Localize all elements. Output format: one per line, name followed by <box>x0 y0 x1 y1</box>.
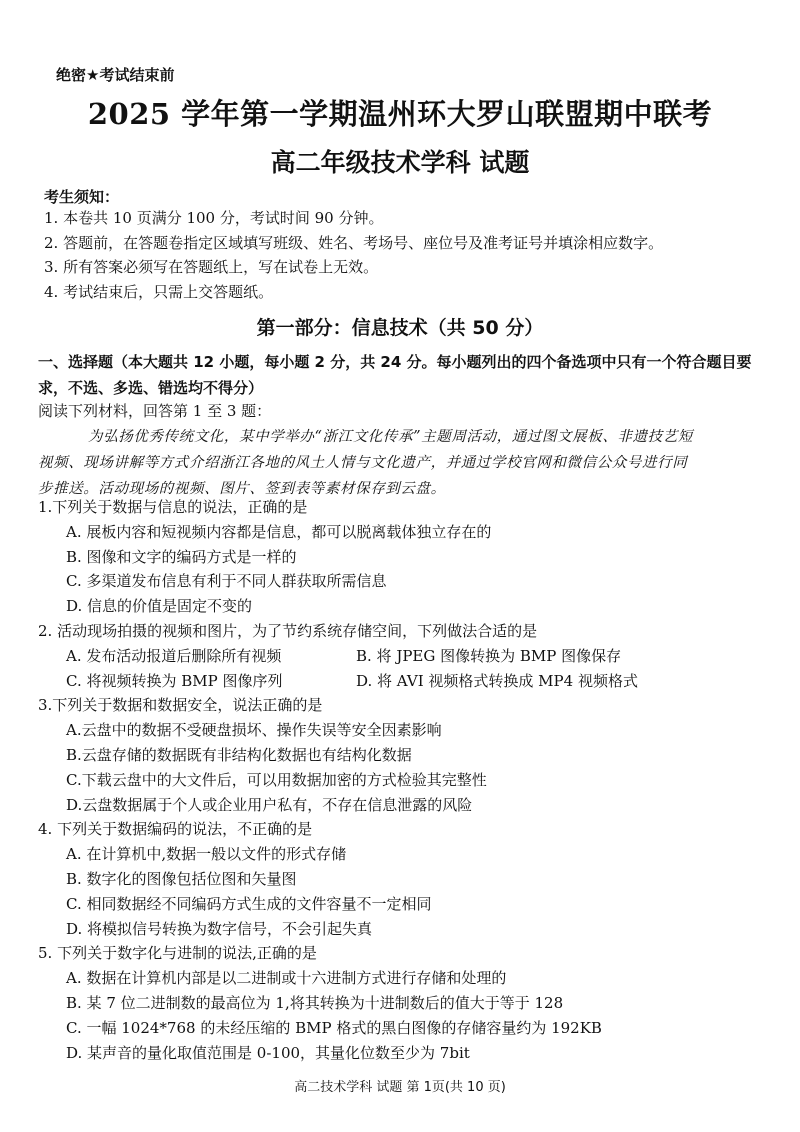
option-c: C. 一幅 1024*768 的未经压缩的 BMP 格式的黑白图像的存储容量约为 192KB <box>66 1018 602 1037</box>
exam-subtitle: 高二年级技术学科 试题 <box>270 148 530 177</box>
notice-list <box>44 206 764 304</box>
option-row <box>38 669 778 694</box>
option-d: D. 将模拟信号转换为数字信号，不会引起失真 <box>66 919 373 938</box>
notice-item: 3. 所有答案必须写在答题纸上，写在试卷上无效。 <box>44 258 379 276</box>
option-d: D.云盘数据属于个人或企业用户私有，不存在信息泄露的风险 <box>66 795 473 814</box>
material-line: 为弘扬优秀传统文化，某中学举办“浙江文化传承”主题周活动，通过图文展板、非遗技艺短 <box>88 429 693 445</box>
question-5 <box>38 941 778 1065</box>
material-line: 视频、现场讲解等方式介绍浙江各地的风土人情与文化遗产，并通过学校官网和微信公众号进行同 <box>38 455 688 471</box>
option-a: A.云盘中的数据不受硬盘损坏、操作失误等安全因素影响 <box>66 721 442 740</box>
option-d: D. 将 AVI 视频格式转换成 MP4 视频格式 <box>356 671 638 690</box>
option-b: B. 数字化的图像包括位图和矢量图 <box>66 869 297 888</box>
notice-item: 1. 本卷共 10 页满分 100 分，考试时间 90 分钟。 <box>44 209 384 227</box>
notice-heading: 考生须知： <box>44 188 120 206</box>
option-d: D. 某声音的量化取值范围是 0-100，其量化位数至少为 7bit <box>66 1043 470 1062</box>
option-a: A. 数据在计算机内部是以二进制或十六进制方式进行存储和处理的 <box>66 969 507 988</box>
notice-item: 4. 考试结束后，只需上交答题纸。 <box>44 282 274 301</box>
question-list <box>38 495 778 1065</box>
option-c: C. 将视频转换为 BMP 图像序列 <box>66 671 283 690</box>
section-heading: 一、选择题（本大题共 12 小题，每小题 2 分，共 24 分。每小题列出的四个备选项中只有一个符合题目要求，不选、多选、错选均不得分） <box>38 353 752 397</box>
option-c: C. 多渠道发布信息有利于不同人群获取所需信息 <box>66 572 387 591</box>
part-title: 第一部分：信息技术（共 50 分） <box>256 317 544 339</box>
option-row <box>38 644 778 669</box>
question-stem: 1.下列关于数据与信息的说法，正确的是 <box>38 498 308 516</box>
option-a: A. 在计算机中,数据一般以文件的形式存储 <box>66 845 347 864</box>
option-a: A. 发布活动报道后删除所有视频 <box>66 646 282 665</box>
option-b: B. 将 JPEG 图像转换为 BMP 图像保存 <box>356 646 622 665</box>
reading-material <box>38 424 762 502</box>
option-a: A. 展板内容和短视频内容都是信息，都可以脱离载体独立存在的 <box>66 522 492 541</box>
page-footer: 高二技术学科 试题 第 1页(共 10 页) <box>294 1080 506 1095</box>
notice-item: 2. 答题前，在答题卷指定区域填写班级、姓名、考场号、座位号及准考证号并填涂相应数字。 <box>44 233 664 252</box>
option-b: B. 图像和文字的编码方式是一样的 <box>66 547 297 566</box>
option-c: C. 相同数据经不同编码方式生成的文件容量不一定相同 <box>66 894 432 913</box>
option-c: C.下载云盘中的大文件后，可以用数据加密的方式检验其完整性 <box>66 770 487 789</box>
exam-title: 2025 学年第一学期温州环大罗山联盟期中联考 <box>87 97 713 131</box>
question-stem: 4. 下列关于数据编码的说法，不正确的是 <box>38 820 313 839</box>
read-instruction: 阅读下列材料，回答第 1 至 3 题： <box>38 402 272 420</box>
question-stem: 3.下列关于数据和数据安全，说法正确的是 <box>38 696 323 715</box>
option-d: D. 信息的价值是固定不变的 <box>66 597 253 616</box>
option-b: B.云盘存储的数据既有非结构化数据也有结构化数据 <box>66 745 412 764</box>
secret-label: 绝密★考试结束前 <box>56 66 175 84</box>
material-line: 步推送。活动现场的视频、图片、签到表等素材保存到云盘。 <box>38 481 446 497</box>
question-3 <box>38 693 778 817</box>
option-b: B. 某 7 位二进制数的最高位为 1,将其转换为十进制数后的值大于等于 128 <box>66 993 564 1012</box>
question-stem: 5. 下列关于数字化与进制的说法,正确的是 <box>38 944 317 963</box>
question-1 <box>38 495 778 619</box>
question-stem: 2. 活动现场拍摄的视频和图片，为了节约系统存储空间，下列做法合适的是 <box>38 621 538 640</box>
question-2 <box>38 619 778 693</box>
question-4 <box>38 817 778 941</box>
